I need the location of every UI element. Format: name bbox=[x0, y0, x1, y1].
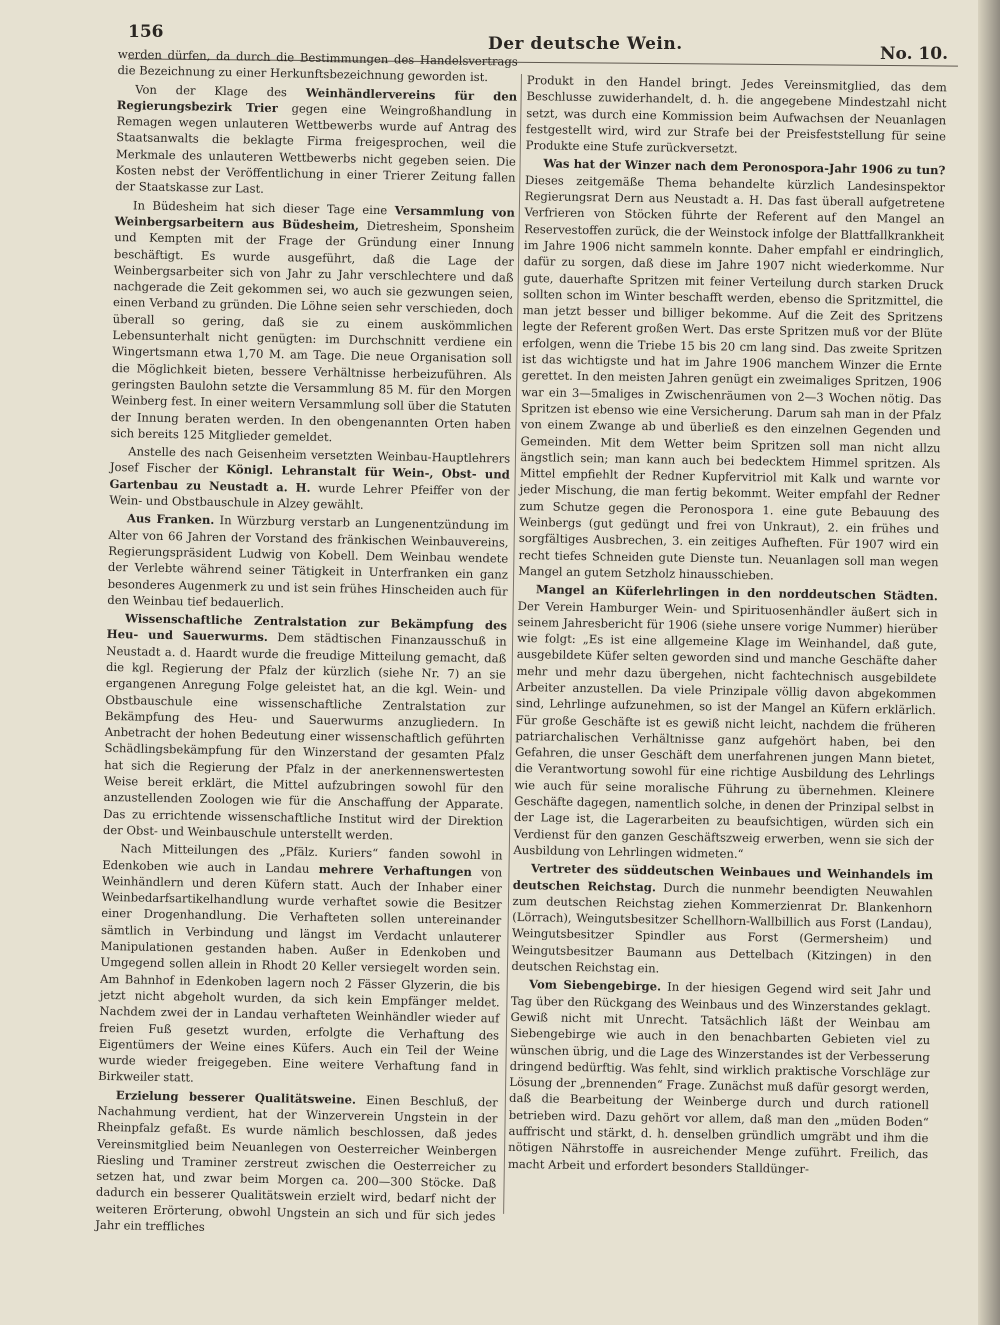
article-paragraph: Wissenschaftliche Zentralstation zur Bekämpfung des Heu- und Sauerwurms. Dem städtischen Finanzausschuß in Neustadt a. d. Haardt wurde die freudige Mitteilung gemacht, daß die kgl. Regierung der Pfalz der kürzlich (siehe Nr. 7) an sie ergangenen Anregung Folge geleistet hat, an die kgl. Wein- und Obstbauschule eine wissenschaftliche Zentralstation zur Bekämpfung des Heu- und Sauerwurms anzugliedern. In Anbetracht der hohen Bedeutung einer wissenschaftlich geführten Schädlingsbekämpfung für den Winzerstand der gesamten Pfalz hat sich die Regierung der Pfalz in der anerkennenswertesten Weise bereit erklärt, die Mittel aufzubringen sowohl für den anzustellenden Zoologen wie für die Anschaffung der Apparate. Das zu errichtende wissenschaftliche Institut wird der Direktion der Obst- und Weinbauschule unterstellt werden. bbox=[102, 611, 508, 843]
article-paragraph: In Büdesheim hat sich dieser Tage eine Versammlung von Weinbergsarbeitern aus Büdesheim, Dietresheim, Sponsheim und Kempten mit der Frage der Gründung einer Innung beschäftigt. Es wurde ausgeführt, daß die Lage der Weinbergsarbeiter sich von Jahr zu Jahr verschlechtere und daß nachgerade die Zeit gekommen sei, wo auch sie gezwungen seien, einen Verband zu gründen. Die Löhne seien sehr verschieden, doch überall so gering, daß sie zu einem auskömmlichen Lebensunterhalt nicht genügten: im Durchschnitt verdiene ein Wingertsmann etwa 1,70 M. am Tage. Die neue Organisation soll die Möglichkeit bieten, bessere Verhältnisse herbeizuführen. Als geringsten Baulohn setzte die Versammlung 85 M. für den Morgen Weinberg fest. In einer weitern Versammlung soll über die Statuten der Innung beraten werden. In den obengenannten Orten haben sich bereits 125 Mitglieder gemeldet. bbox=[110, 197, 516, 445]
page-number: 156 bbox=[128, 22, 164, 42]
article-paragraph: Erzielung besserer Qualitätsweine. Einen Beschluß, der Nachahmung verdient, hat der Winzerverein Ungstein in der Rheinpfalz gefaßt. Es wurde nämlich beschlossen, daß jedes Vereinsmitglied beim Neuanlegen von Oesterreicher Weinbergen Riesling und Traminer zerstreut zwischen die Oesterreicher zu setzen hat, und zwar beim Morgen ca. 200—300 Stöcke. Daß dadurch ein besserer Qualitätswein erzielt wird, bedarf nicht der weiteren Erörterung, obwohl Ungstein an sich und für sich jedes Jahr ein treffliches bbox=[95, 1087, 498, 1234]
article-paragraph: Vertreter des süddeutschen Weinbaues und Weinhandels im deutschen Reichstag. Durch die nunmehr beendigten Neuwahlen zum deutschen Reichstag ziehen Kommerzienrat Dr. Blankenhorn (Lörrach), Weingutsbesitzer Schellhorn-Wallbillich aus Forst (Landau), Weingutsbesitzer Spindler aus Forst (Germersheim) und Weingutsbesitzer Baumann aus Dettelbach (Kitzingen) in den deutschen Reichstag ein. bbox=[511, 861, 934, 976]
article-paragraph: werden dürfen, da durch die Bestimmungen des Handelsvertrags die Bezeichnung zu einer Herkunftsbezeichnung geworden ist. bbox=[117, 46, 518, 85]
article-paragraph: Von der Klage des Weinhändlervereins für den Regierungsbezirk Trier gegen eine Weingroßhandlung in Remagen wegen unlauteren Wettbewerbs wurde auf Antrag des Staatsanwalts die beklagte Firma freigesprochen, weil die Merkmale des unlauteren Wettbewerbs nicht gegeben seien. Die Kosten nebst der Veröffentlichung in einer Trierer Zeitung fallen der Staatskasse zur Last. bbox=[115, 81, 518, 197]
article-paragraph: Was hat der Winzer nach dem Peronospora-Jahr 1906 zu tun? Dieses zeitgemäße Thema behandelte kürzlich Landesinspektor Regierungsrat Dern aus Neustadt a. H. Das fast überall aufgetretene Verfrieren von Stöcken führte der Referent auf den Mangel an Reservestoffen zurück, die der Weinstock infolge der Blattfallkrankheit im Jahre 1906 nicht sammeln konnte. Daher empfahl er eindringlich, dafür zu sorgen, daß diese im Jahre 1907 nicht wiederkomme. Nur gute, dauerhafte Spritzen mit feiner Verteilung durch starken Druck sollten schon im Winter beschafft werden, ebenso die Spritzmittel, die man jetzt besser und billiger bekomme. Auf die Zeit des Spritzens legte der Referent großen Wert. Das erste Spritzen muß vor der Blüte erfolgen, wenn die Triebe 15 bis 20 cm lang sind. Das zweite Spritzen ist das wichtigste und hat im Jahre 1906 manchem Winzer die Ernte gerettet. In den meisten Jahren genügt ein zweimaliges Spritzen, 1906 war ein 3—5maliges in Zwischenräumen von 2—3 Wochen nötig. Das Spritzen ist ebenso wie eine Versicherung. Darum sah man in der Pfalz von einem Zwange ab und überließ es den einzelnen Gegenden und Gemeinden. Mit dem Wetter beim Spritzen soll man nicht allzu ängstlich sein; man kann auch bei bedecktem Himmel spritzen. Als Mittel empfiehlt der Redner Kupfervitriol mit Kalk und warnte vor jeder Mischung, die man fertig bekommt. Weiter empfahl der Redner zum Schutze gegen die Peronospora 1. eine gute Bebauung des Weinbergs (gut gedüngt und frei von Unkraut), 2. ein frühes und sorgfältiges Ausbrechen, 3. ein zeitiges Aufheften. Für 1907 wird ein recht tiefes Schneiden gute Dienste tun. Neuanlagen soll man wegen Mangel an gutem Setzholz hinausschieben. bbox=[518, 156, 946, 583]
article-paragraph: Produkt in den Handel bringt. Jedes Vereinsmitglied, das dem Beschlusse zuwiderhandelt, d. h. die angegebene Mindestzahl nicht setzt, was durch eine Kommission beim Aufwachsen der Neuanlagen festgestellt wird, wird zur Strafe bei der Preisfeststellung für seine Produkte eine Stufe zurückversetzt. bbox=[525, 72, 947, 156]
left-column bbox=[95, 46, 518, 1243]
right-column bbox=[508, 72, 947, 1181]
issue-number: No. 10. bbox=[880, 44, 948, 64]
page-edge-shadow bbox=[978, 0, 1000, 1325]
article-paragraph: Anstelle des nach Geisenheim versetzten Weinbau-Hauptlehrers Josef Fischer der Königl. Lehranstalt für Wein-, Obst- und Gartenbau zu Neustadt a. H. wurde Lehrer Pfeiffer von der Wein- und Obstbauschule in Alzey gewählt. bbox=[109, 444, 511, 512]
article-paragraph: Aus Franken. In Würzburg verstarb an Lungenentzündung im Alter von 66 Jahren der Vorstand des fränkischen Weinbauvereins, Regierungspräsident Ludwig von Kobell. Dem Weinbau wendete der Verlebte während seiner Tätigkeit in Unterfranken ein ganz besonderes Augenmerk zu und ist sein frühes Hinscheiden auch für den Weinbau tief bedauerlich. bbox=[107, 511, 509, 611]
article-paragraph: Nach Mitteilungen des „Pfälz. Kuriers“ fanden sowohl in Edenkoben wie auch in Landau mehrere Verhaftungen von Weinhändlern und deren Küfern statt. Auch der Inhaber einer Weinbedarfsartikelhandlung wurde verhaftet sowie die Besitzer einer Drogenhandlung. Die Verhafteten sollen untereinander sämtlich in Verbindung und längst im Verdacht unlauterer Manipulationen gestanden haben. Außer in Edenkoben und Umgegend sollen allein in Rhodt 20 Keller versiegelt worden sein. Am Bahnhof in Edenkoben lagern noch 2 Fässer Glyzerin, die bis jetzt nicht abgeholt wurden, da sich kein Empfänger meldet. Nachdem zwei der in Landau verhafteten Weinhändler wieder auf freien Fuß gesetzt wurden, erfolgte die Verhaftung des Eigentümers der Weine eines Küfers. Auch ein Teil der Weine wurde wieder freigegeben. Eine weitere Verhaftung fand in Birkweiler statt. bbox=[98, 841, 503, 1086]
article-paragraph: Mangel an Küferlehrlingen in den norddeutschen Städten. Der Verein Hamburger Wein- und Spirituosenhändler äußert sich in seinem Jahresbericht für 1906 (siehe unsere vorige Nummer) hierüber wie folgt: „Es ist eine allgemeine Klage im Weinhandel, daß gute, ausgebildete Küfer selten geworden sind und manche Geschäfte daher mehr und mehr dazu übergehen, nicht fachtechnisch ausgebildete Arbeiter anzustellen. Da viele Prinzipale völlig davon abgekommen sind, Lehrlinge aufzunehmen, so ist der Mangel an Küfern erklärlich. Für große Geschäfte ist es gewiß nicht leicht, nachdem die früheren patriarchalischen Verhältnisse ganz aufgehört haben, bei den Gefahren, die unser Geschäft dem unerfahrenen jungen Mann bietet, die Verantwortung sowohl für eine richtige Ausbildung des Lehrlings wie auch für seine moralische Führung zu übernehmen. Kleinere Geschäfte dagegen, namentlich solche, in denen der Prinzipal selbst in der Lage ist, die Lagerarbeiten zu beaufsichtigen, würden sich ein Verdienst für den ganzen Geschäftszweig erwerben, wenn sie sich der Ausbildung von Lehrlingen widmeten.“ bbox=[513, 582, 939, 861]
journal-title: Der deutsche Wein. bbox=[488, 34, 683, 54]
article-paragraph: Vom Siebengebirge. In der hiesigen Gegend wird seit Jahr und Tag über den Rückgang des Weinbaus und des Winzerstandes geklagt. Gewiß nicht mit Unrecht. Tatsächlich läßt der Weinbau am Siebengebirge wie auch in den benachbarten Gebieten viel zu wünschen übrig, und die Lage des Winzerstandes ist der Verbesserung dringend bedürftig. Was fehlt, sind wirklich praktische Vorschläge zur Lösung der „brennenden“ Frage. Zunächst muß dafür gesorgt werden, daß die Bearbeitung der Weinberge durch und durch rationell betrieben wird. Dazu gehört vor allem, daß man den „müden Boden“ auffrischt und stärkt, d. h. denselben gründlich umgräbt und ihm die nötigen Nährstoffe in ausreichender Menge zuführt. Freilich, das macht Arbeit und erfordert besonders Stalldünger- bbox=[507, 977, 932, 1176]
